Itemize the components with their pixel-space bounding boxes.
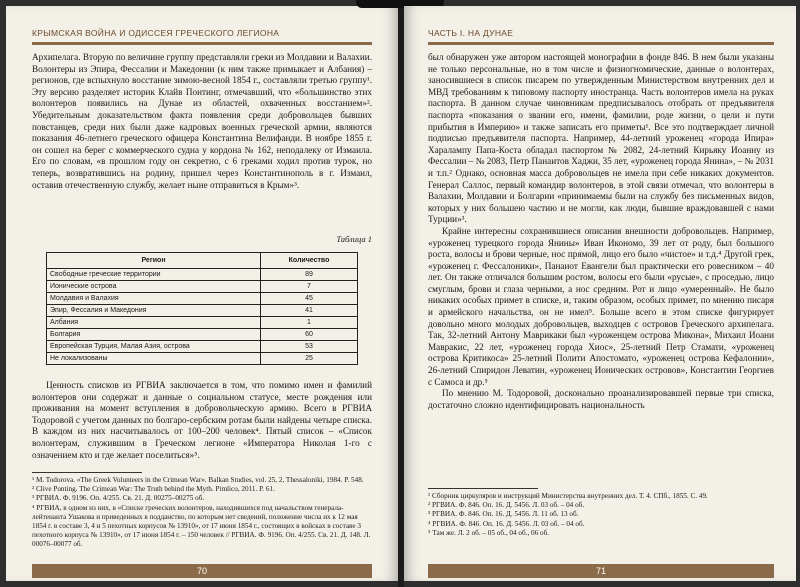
- page-number: 70: [32, 564, 372, 578]
- page-number: 71: [428, 564, 774, 578]
- footnote: ³ РГВИА. Ф. 9196. Оп. 4/255. Св. 21. Д. 00275–00275 об.: [32, 494, 205, 503]
- region-cell: Европейская Турция, Малая Азия, острова: [47, 341, 261, 353]
- regions-table: [46, 252, 358, 365]
- count-cell: 1: [261, 317, 358, 329]
- region-cell: Молдавия и Валахия: [47, 293, 261, 305]
- paragraph: Ценность списков из РГВИА заключается в том, что помимо имен и фамилий волонтеров они содержат и данные о социальном статусе, месте рождения или проживания на момент вступления в добровольческую армию. Всего в РГВИА Тодоровой с учетом данных по болгаро-сербским ротам были найдены четыре списка. В каждом из них насчитывалось от 100–200 человек⁴. Пятый список – «Список волонтерам, служившим в Греческом легионе «Императора Николая 1-го с означением кто и где желает поселиться»⁵.: [32, 380, 372, 460]
- table-header-row: [47, 253, 358, 269]
- footnote: ⁴ РГВИА. Ф. 846. Оп. 16. Д. 5456. Л. 03 об. – 04 об.: [428, 519, 585, 528]
- footnotes: [428, 492, 774, 538]
- paragraph: По мнению М. Тодоровой, досконально проанализировавшей первые три списка, достаточно сложно идентифицировать национальность: [428, 388, 774, 410]
- table-row: [47, 353, 358, 365]
- footnote: ³ РГВИА. Ф. 846. Оп. 16. Д. 5456. Л. 11 об. 13 об.: [428, 510, 579, 519]
- table-row: [47, 305, 358, 317]
- body-text: [428, 52, 774, 411]
- region-cell: Эпир, Фессалия и Македония: [47, 305, 261, 317]
- count-cell: 89: [261, 269, 358, 281]
- footnote: ² Clive Ponting. The Crimean War: The Truth behind the Myth. Pimlico, 2011. P. 61.: [32, 485, 275, 494]
- left-page: [6, 6, 398, 581]
- paragraph: Архипелага. Вторую по величине группу представляли греки из Молдавии и Валахии. Волонтеры из Эпира, Фессалии и Македонии (к ним также примыкает и Албания) – регионов, где вспыхнуло восстание зимою-весной 1854 г., составляли третью группу¹. Эту версию разделяет историк Клайв Понтинг, отмечавший, что «большинство этих волонтеров появились на Дунае из областей, охваченных восстанием»². Убедительным доказательством факта появления среди добровольцев бывших повстанцев, среди них были даже кадровых военных греческой армии, являются показания 46-летнего греческого офицера Константина Велифанди. В ноябре 1855 г. он сошел на берег с коммерческого судна у кордона № 162, неподалеку от Измаила. Его по словам, «в прошлом году он секретно, с 6 греками ходил против турок, но теперь, возвратившись на родину, пришел через Константинополь в г. Измаил, оставив отечественную службу, желает ныне отправиться в Крым»³.: [32, 52, 372, 190]
- table-row: [47, 281, 358, 293]
- region-cell: Албания: [47, 317, 261, 329]
- table-row: [47, 329, 358, 341]
- footnote: ⁵ Там же. Л. 2 об. – 05 об., 04 об., 06 об.: [428, 528, 550, 537]
- table-caption: Таблица 1: [336, 234, 372, 244]
- count-cell: 25: [261, 353, 358, 365]
- column-header-count: Количество: [261, 253, 358, 269]
- footnote: ² РГВИА. Ф. 846. Оп. 16. Д. 5456. Л. 03 об. – 04 об.: [428, 501, 585, 510]
- table-row: [47, 317, 358, 329]
- count-cell: 60: [261, 329, 358, 341]
- footnote: ¹ M. Todorova. «The Greek Volunteers in the Crimean War». Balkan Studies, vol. 25, 2, Thessaloniki, 1984. P. 548.: [32, 476, 364, 484]
- region-cell: Болгария: [47, 329, 261, 341]
- region-cell: Свободные греческие территории: [47, 269, 261, 281]
- table-row: [47, 269, 358, 281]
- body-text: [32, 52, 372, 191]
- region-cell: Ионические острова: [47, 281, 261, 293]
- footnote-rule: [32, 472, 142, 473]
- header-rule: [428, 42, 774, 45]
- paragraph: Крайне интересны сохранившиеся описания внешности добровольцев. Например, «уроженец турецкого города Янины» Иван Икономо, 39 лет от роду, был большого роста, волосы и брови черные, нос прямой, лицо его было «чистое» и т.д.⁴ Другой грек, «уроженец г. Фессалоники», Панаиот Евангели был практически его ровесником – 40 лет. Он также отличался большим ростом, волосы его были «русые», с проседью, лицо смуглым, брови и глаза черными, а нос средним. Рот и лицо «умеренный». Не было никаких особых примет в списке, и, таким образом, особых примет, по мнению писаря и армейского начальства, он не имел⁵. Больше всего в этом списке фигурирует довольно много молодых добровольцев, выходцев с островов Греческого архипелага. Так, 32-летний Антону Маврикаки был «уроженцем острова Микона», Михаил Иоани Мавракис, 22 лет, «уроженец города Хиос», 25-летний Петр Стамати, «уроженец острова Критикоса» 25-летний Полити Апостомато, «уроженец острова Кефалонии», 26-летний Спиридон Леватин, «уроженец Ионических островов», Константин Георгиев с Самоса и др.⁵: [428, 225, 774, 387]
- running-head: ЧАСТЬ I. НА ДУНАЕ: [428, 28, 514, 38]
- paragraph: был обнаружен уже автором настоящей монографии в фонде 846. В нем были указаны не только персональные, но в том числе и физиогномические, данные о волонтерах, заносившиеся в список писарем по утвержденным Министерством внутренних дел и МВД требованиям к типовому паспорту иностранца. Часть волонтеров имела на руках паспорта. В данном случае чиновникам предписывалось отобрать от предъявителя паспорта «показания о звании его, имени, фамилии, роде жизни, о цели и пути прибытия в Империю» и также записать его приметы¹. Все это подтверждает личной подписью предъявителя паспорта. Например, 44-летний уроженец «города Ипира» Харалампу Папа-Коста обладал паспортом № 2082, 24-летний Кирьяку Иоанну из Фессалии – № 2083, Петр Панаитов Хаджи, 35 лет, «уроженец города Янина», – № 2031 и т.п.² Однако, основная масса добровольцев не имела при себе никаких документов. Генерал Саллос, первый командир волонтеров, в этой связи отмечал, что волонтеры в Валахии, Молдавии и Болгарии «принимаемы были на службу без письменных видов, которых у них большею частию и не могли, как люди, бывшие враждовавшей с нами Турции»³.: [428, 52, 774, 225]
- footnote: ¹ Сборник циркуляров и инструкций Министерства внутренних дел. Т. 4. СПб., 1855. С. 49.: [428, 492, 708, 500]
- header-rule: [32, 42, 372, 45]
- body-text-after-table: [32, 380, 372, 461]
- footnote: ⁴ РГВИА, в одном из них, в «Списке греческих волонтеров, находившихся под начальством генерала-лейтенанта Ушакова и приведенных в подданство, по которым нет сведений, положение числа их к 12 мая 1854 г. в составе 3, 4 и 5 пехотных корпусов № 13910», от 17 июня 1854 г., состоящих в войсках в составе 3 пехотного корпуса № 13910», от 17 июня 1854 г. – 150 человек // РГВИА. Ф. 9196. Оп. 4/255. Св. 21. Д. 148. Л. 00076–00077 об.: [32, 503, 371, 549]
- count-cell: 7: [261, 281, 358, 293]
- running-head: КРЫМСКАЯ ВОЙНА И ОДИССЕЯ ГРЕЧЕСКОГО ЛЕГИОНА: [32, 28, 280, 38]
- region-cell: Не локализованы: [47, 353, 261, 365]
- right-page: [404, 6, 796, 581]
- footnote-rule: [428, 488, 538, 489]
- count-cell: 53: [261, 341, 358, 353]
- table-row: [47, 341, 358, 353]
- count-cell: 41: [261, 305, 358, 317]
- table-row: [47, 293, 358, 305]
- column-header-region: Регион: [47, 253, 261, 269]
- count-cell: 45: [261, 293, 358, 305]
- footnotes: [32, 476, 372, 550]
